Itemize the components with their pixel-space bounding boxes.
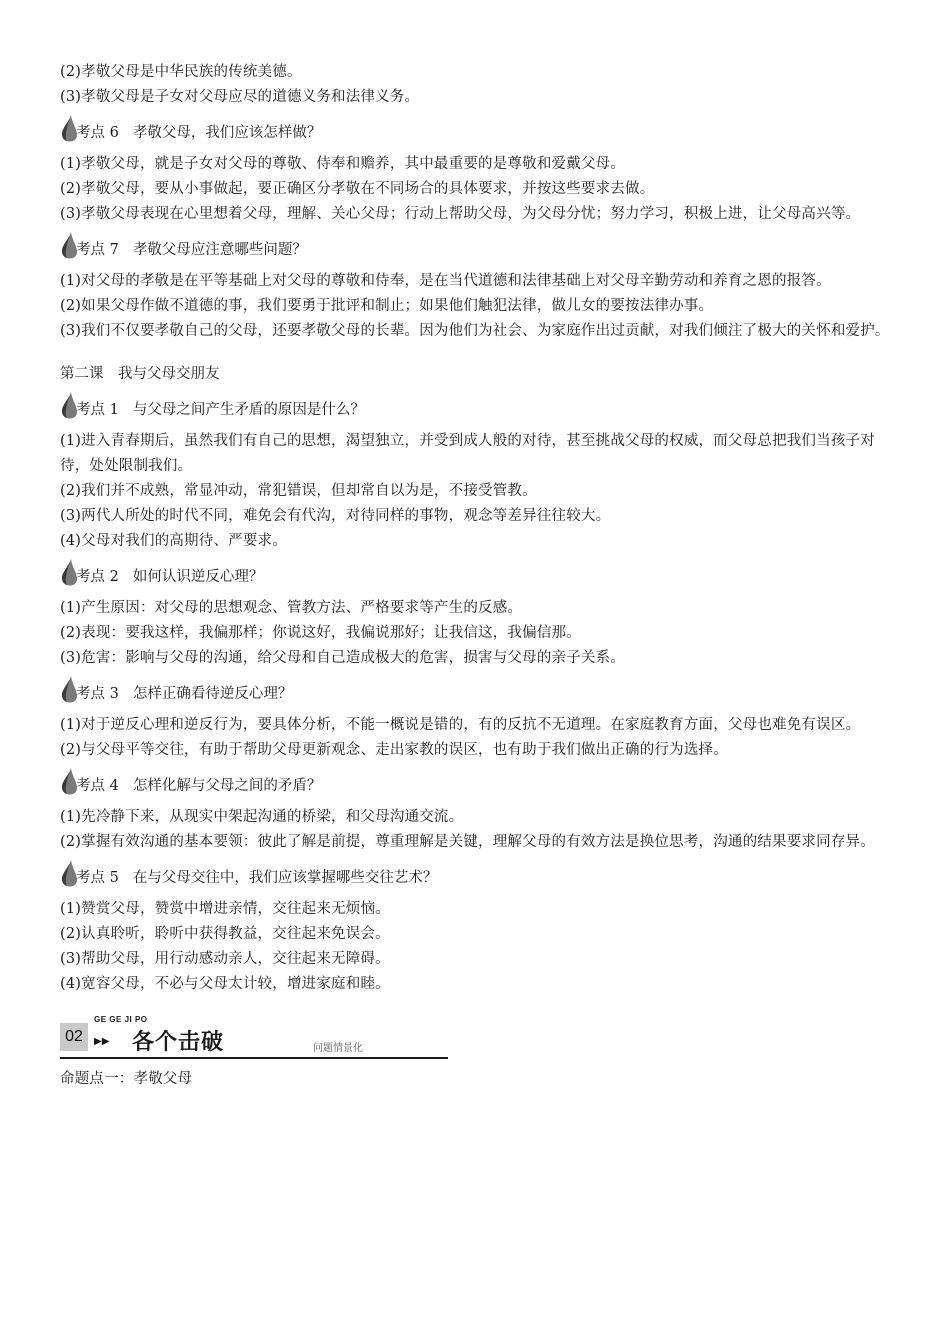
lesson-title: 第二课 我与父母交朋友 <box>60 366 220 382</box>
answer-item: (4)宽容父母，不必与父母太计较，增进家庭和睦。 <box>60 976 390 992</box>
answer-item: (1)孝敬父母，就是子女对父母的尊敬、侍奉和赡养，其中最重要的是尊敬和爱戴父母。 <box>60 156 626 172</box>
kaodian-title: 怎样正确看待逆反心理？ <box>132 686 293 702</box>
kaodian-number: 考点 5 <box>76 870 119 886</box>
answer-item: (3)帮助父母，用行动感动亲人，交往起来无障碍。 <box>60 951 390 967</box>
answer-item: (1)产生原因：对父母的思想观念、管教方法、严格要求等产生的反感。 <box>60 600 523 616</box>
kaodian-heading <box>60 857 892 887</box>
banner-number: 02 <box>60 1023 88 1051</box>
kaodian-heading <box>60 389 892 419</box>
kaodian-title: 在与父母交往中，我们应该掌握哪些交往艺术？ <box>132 870 438 886</box>
answer-item: (2)掌握有效沟通的基本要领：彼此了解是前提，尊重理解是关键，理解父母的有效方法是换位思考，沟通的结果要求同存异。 <box>60 834 875 850</box>
answer-item: (1)对父母的孝敬是在平等基础上对父母的尊敬和侍奉，是在当代道德和法律基础上对父母辛勤劳动和养育之恩的报答。 <box>60 273 831 289</box>
answer-item: (2)我们并不成熟，常显冲动，常犯错误，但却常自以为是，不接受管教。 <box>60 483 537 499</box>
proposition-heading: 命题点一：孝敬父母 <box>60 1071 193 1087</box>
answer-item: (2)孝敬父母，要从小事做起，要正确区分孝敬在不同场合的具体要求，并按这些要求去做。 <box>60 181 655 197</box>
kaodian-number: 考点 4 <box>76 778 119 794</box>
kaodian-number: 考点 6 <box>76 125 119 141</box>
answer-item: (4)父母对我们的高期待、严要求。 <box>60 533 287 549</box>
answer-item: (2)认真聆听，聆听中获得教益，交往起来免误会。 <box>60 926 390 942</box>
kaodian-heading <box>60 229 892 259</box>
answer-item: (2)如果父母作做不道德的事，我们要勇于批评和制止；如果他们触犯法律，做儿女的要按法律办事。 <box>60 298 714 314</box>
intro-line: (2)孝敬父母是中华民族的传统美德。 <box>60 64 302 80</box>
kaodian-number: 考点 7 <box>76 242 119 258</box>
double-arrow-icon: ▶▶ <box>94 1036 110 1047</box>
intro-line: (3)孝敬父母是子女对父母应尽的道德义务和法律义务。 <box>60 89 420 105</box>
kaodian-heading <box>60 765 892 795</box>
answer-item: (3)我们不仅要孝敬自己的父母，还要孝敬父母的长辈。因为他们为社会、为家庭作出过贡献，对我们倾注了极大的关怀和爱护。 <box>60 323 890 339</box>
banner-subtitle: 问题情景化 <box>313 1043 363 1054</box>
kaodian-number: 考点 3 <box>76 686 119 702</box>
kaodian-number: 考点 1 <box>76 402 119 418</box>
kaodian-heading <box>60 112 892 142</box>
document-page <box>60 60 892 1092</box>
answer-item: (1)进入青春期后，虽然我们有自己的思想，渴望独立，并受到成人般的对待，甚至挑战父母的权威，而父母总把我们当孩子对待，处处限制我们。 <box>60 433 875 474</box>
answer-item: (3)孝敬父母表现在心里想着父母，理解、关心父母；行动上帮助父母，为父母分忧；努力学习，积极上进，让父母高兴等。 <box>60 206 861 222</box>
banner-title: 各个击破 <box>132 1030 225 1055</box>
answer-item: (1)赞赏父母，赞赏中增进亲情，交往起来无烦恼。 <box>60 901 390 917</box>
kaodian-title: 孝敬父母应注意哪些问题？ <box>132 242 307 258</box>
kaodian-title: 与父母之间产生矛盾的原因是什么？ <box>132 402 365 418</box>
kaodian-number: 考点 2 <box>76 569 119 585</box>
section-banner <box>60 1015 448 1059</box>
kaodian-heading <box>60 673 892 703</box>
answer-item: (2)表现：要我这样，我偏那样；你说这好，我偏说那好；让我信这，我偏信那。 <box>60 625 581 641</box>
banner-pinyin: GE GE JI PO <box>94 1015 148 1024</box>
answer-item: (1)对于逆反心理和逆反行为，要具体分析，不能一概说是错的，有的反抗不无道理。在家庭教育方面，父母也难免有误区。 <box>60 717 861 733</box>
kaodian-title: 怎样化解与父母之间的矛盾？ <box>132 778 322 794</box>
kaodian-title: 如何认识逆反心理？ <box>132 569 264 585</box>
answer-item: (2)与父母平等交往，有助于帮助父母更新观念、走出家教的误区，也有助于我们做出正确的行为选择。 <box>60 742 728 758</box>
answer-item: (3)危害：影响与父母的沟通，给父母和自己造成极大的危害，损害与父母的亲子关系。 <box>60 650 626 666</box>
answer-item: (3)两代人所处的时代不同，难免会有代沟，对待同样的事物，观念等差异往往较大。 <box>60 508 611 524</box>
kaodian-heading <box>60 556 892 586</box>
answer-item: (1)先冷静下来，从现实中架起沟通的桥梁，和父母沟通交流。 <box>60 809 464 825</box>
kaodian-title: 孝敬父母，我们应该怎样做？ <box>132 125 322 141</box>
